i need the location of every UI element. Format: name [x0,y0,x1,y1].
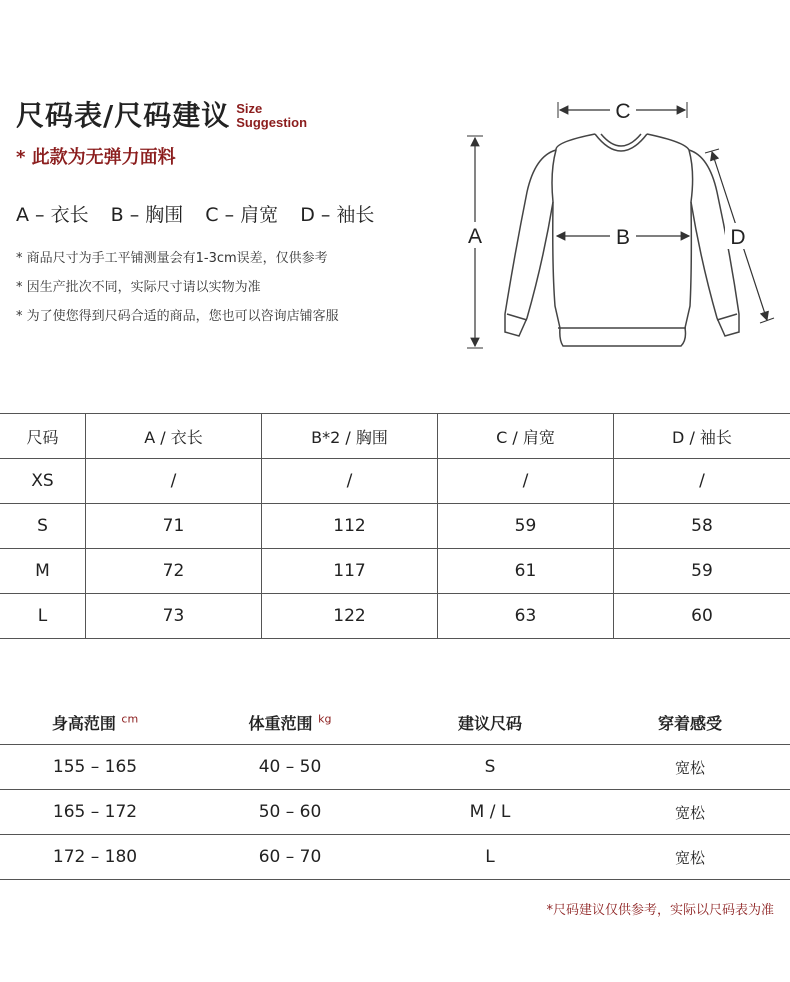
label-d: D [730,226,746,249]
table-cell: / [438,459,614,504]
table-cell: L [0,594,86,639]
page-title: 尺码表/尺码建议 [16,99,231,132]
col-header-shoulder: C / 肩宽 [438,414,614,459]
note-item: * 因生产批次不同，实际尺寸请以实物为准 [16,280,261,295]
table-cell: 宽松 [590,790,790,835]
unit-label: kg [318,712,332,726]
title-english [236,102,307,130]
header-label: 建议尺码 [457,713,522,733]
table-cell: 73 [86,594,262,639]
table-cell: 60 – 70 [190,835,390,880]
footnote: *尺码建议仅供参考，实际以尺码表为准 [546,903,774,918]
table-row [0,835,790,880]
sweater-diagram [455,92,785,357]
note-item: * 为了使您得到尺码合适的商品，您也可以咨询店铺客服 [16,309,339,324]
title-english-line1: Size [236,101,263,116]
table-cell: 112 [262,504,438,549]
label-b: B [615,226,631,249]
legend-item-a: A – 衣长 [16,204,89,226]
table-cell: 59 [614,549,790,594]
col-header-sleeve: D / 袖长 [614,414,790,459]
measurement-legend [16,200,390,227]
table-cell: 59 [438,504,614,549]
table-cell: 61 [438,549,614,594]
header-label: 体重范围 [248,713,313,733]
table-row [0,790,790,835]
table-cell: 72 [86,549,262,594]
table-cell: S [0,504,86,549]
notes-list [16,249,339,336]
col-header-size: 尺码 [0,414,86,459]
label-a: A [467,225,483,248]
col-header-suggested-size [390,700,590,745]
table-row [0,549,790,594]
fabric-note: * 此款为无弹力面料 [16,147,176,168]
table-row [0,504,790,549]
table-cell: / [614,459,790,504]
table-cell: / [262,459,438,504]
table-cell: 172 – 180 [0,835,190,880]
table-cell: M / L [390,790,590,835]
table-cell: 155 – 165 [0,745,190,790]
note-item: * 商品尺寸为手工平铺测量会有1-3cm误差，仅供参考 [16,251,328,266]
table-header-row [0,700,790,745]
table-cell: 40 – 50 [190,745,390,790]
table-cell: 60 [614,594,790,639]
table-cell: 宽松 [590,745,790,790]
label-c: C [615,100,631,123]
table-cell: 宽松 [590,835,790,880]
table-cell: M [0,549,86,594]
table-cell: 117 [262,549,438,594]
table-cell: 165 – 172 [0,790,190,835]
col-header-height [0,700,190,745]
table-cell: 50 – 60 [190,790,390,835]
table-cell: S [390,745,590,790]
table-cell: L [390,835,590,880]
title-english-line2: Suggestion [236,115,308,130]
table-cell: / [86,459,262,504]
header-label: 穿着感受 [657,713,722,733]
table-header-row [0,414,790,459]
size-recommendation-table [0,700,790,880]
table-row [0,745,790,790]
size-chart-table [0,413,790,639]
title-row [16,98,307,134]
legend-item-c: C – 肩宽 [205,204,279,226]
table-row [0,594,790,639]
table-cell: 63 [438,594,614,639]
col-header-chest: B*2 / 胸围 [262,414,438,459]
table-cell: 58 [614,504,790,549]
header-label: 身高范围 [51,713,116,733]
unit-label: cm [121,712,139,726]
legend-item-d: D – 袖长 [300,204,375,226]
table-cell: XS [0,459,86,504]
col-header-fit [590,700,790,745]
legend-item-b: B – 胸围 [110,204,184,226]
col-header-length: A / 衣长 [86,414,262,459]
table-cell: 71 [86,504,262,549]
table-cell: 122 [262,594,438,639]
col-header-weight [190,700,390,745]
table-row [0,459,790,504]
